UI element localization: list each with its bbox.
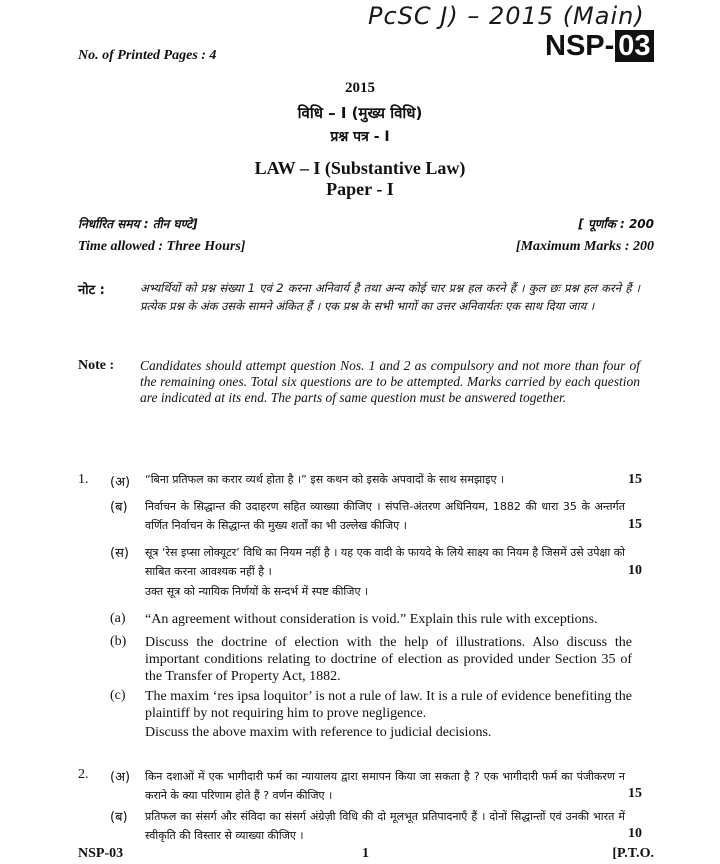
english-paper-title: Paper - I <box>326 179 394 199</box>
note-text-hindi: अभ्यर्थियों को प्रश्न संख्या 1 एवं 2 करना अनिवार्य है तथा अन्य कोई चार प्रश्न हल करने हैं । कुल छः प्रश्न हल करने हैं । प्रत्येक प्रश्न के अंक उसके सामने अंकित हैं । एक प्रश्न के सभी भागों का उत्तर अनिवार्यतः एक साथ दिया जाय । <box>140 281 640 313</box>
q1-hi-c-marks: 10 <box>628 563 642 578</box>
q1-hi-b-marks: 15 <box>628 517 642 532</box>
q1-hi-b-label: (ब) <box>110 500 128 515</box>
q2-hi-b-label: (ब) <box>110 810 128 825</box>
note-text-english: Candidates should attempt question Nos. 1 and 2 as compulsory and not more than four of the remaining ones. Total six questions are to be attempted. Marks carried by each question are indicated at its end. The parts of same question must be answered together. <box>140 358 640 405</box>
question-2-number: 2. <box>78 767 89 782</box>
q2-hi-a-text: किन दशाओं में एक भागीदारी फर्म का न्यायालय द्वारा समापन किया जा सकता है ? एक भागीदारी फर्म का पंजीकरण न कराने के क्या परिणाम होते हैं ? वर्णन कीजिए । <box>145 770 625 802</box>
english-subject-title: LAW – I (Substantive Law) <box>254 158 466 178</box>
q1-en-b-text: Discuss the doctrine of election with the help of illustrations. Also discuss the important conditions relating to doctrine of election as provided under Section 35 of the Transfer of Property Act, 1882. <box>145 635 632 684</box>
handwritten-annotation: PcSC J) – 2015 (Main) <box>368 2 645 30</box>
q1-hi-a-text: “बिना प्रतिफल का करार व्यर्थ होता है ।” इस कथन को इसके अपवादों के साथ समझाइए । <box>145 473 505 486</box>
q1-hi-a-marks: 15 <box>628 472 642 487</box>
q1-en-b-label: (b) <box>110 634 127 649</box>
footer-paper-code: NSP-03 <box>78 846 124 861</box>
q1-hi-b-text: निर्वाचन के सिद्धान्त की उदाहरण सहित व्याख्या कीजिए । संपत्ति-अंतरण अधिनियम, 1882 की धारा 35 के अन्तर्गत वर्णित निर्वाचन के सिद्धान्त की मुख्य शर्तों का भी उल्लेख कीजिए । <box>145 500 625 532</box>
q1-hi-a-label: (अ) <box>110 475 131 490</box>
time-allowed-english: Time allowed : Three Hours] <box>78 239 246 254</box>
q2-hi-b-marks: 10 <box>628 826 642 841</box>
hindi-subject-title: विधि – I (मुख्य विधि) <box>297 104 423 122</box>
note-label-hindi: नोट : <box>78 283 105 298</box>
q2-hi-a-label: (अ) <box>110 770 131 785</box>
q1-en-a-text: “An agreement without consideration is void.” Explain this rule with exceptions. <box>145 612 598 627</box>
paper-code <box>545 30 654 63</box>
q1-en-c-label: (c) <box>110 688 126 703</box>
paper-code-number: 03 <box>615 30 653 62</box>
question-1-number: 1. <box>78 472 89 487</box>
paper-code-prefix: NSP- <box>545 30 615 62</box>
max-marks-english: [Maximum Marks : 200 <box>515 239 654 254</box>
q1-en-c-extra: Discuss the above maxim with reference to judicial decisions. <box>145 725 492 740</box>
q2-hi-a-marks: 15 <box>628 786 642 801</box>
q2-hi-b-text: प्रतिफल का संसर्ग और संविदा का संसर्ग अंग्रेज़ी विधि की दो मूलभूत प्रतिपादनाएँ हैं । दोनों सिद्धान्तों एवं उनकी भारत में स्वीकृति की विस्तार से व्याख्या कीजिए । <box>145 810 625 842</box>
time-allowed-hindi: निर्धारित समय : तीन घण्टे] <box>78 217 198 231</box>
exam-year: 2015 <box>345 80 375 96</box>
footer-page-number: 1 <box>362 846 369 861</box>
q1-en-a-label: (a) <box>110 611 126 626</box>
hindi-paper-title: प्रश्न पत्र - I <box>330 129 390 145</box>
note-label-english: Note : <box>78 358 115 373</box>
q1-en-c-text: The maxim ‘res ipsa loquitor’ is not a rule of law. It is a rule of evidence benefiting the plaintiff by not requiring him to prove negligence. <box>145 689 632 721</box>
printed-pages-count: No. of Printed Pages : 4 <box>78 48 217 63</box>
q1-hi-c-label: (स) <box>110 546 129 561</box>
footer-pto: [P.T.O. <box>612 846 654 861</box>
q1-hi-c-text: सूत्र ‘रेस इप्सा लोक्यूटर’ विधि का नियम नहीं है । यह एक वादी के फायदे के लिये साक्ष्य का नियम है जिसमें उसे उपेक्षा को साबित करना आवश्यक नहीं है । <box>145 546 625 578</box>
max-marks-hindi: [ पूर्णांक : 200 <box>578 217 654 231</box>
q1-hi-c-extra: उक्त सूत्र को न्यायिक निर्णयों के सन्दर्भ में स्पष्ट कीजिए । <box>145 585 369 598</box>
